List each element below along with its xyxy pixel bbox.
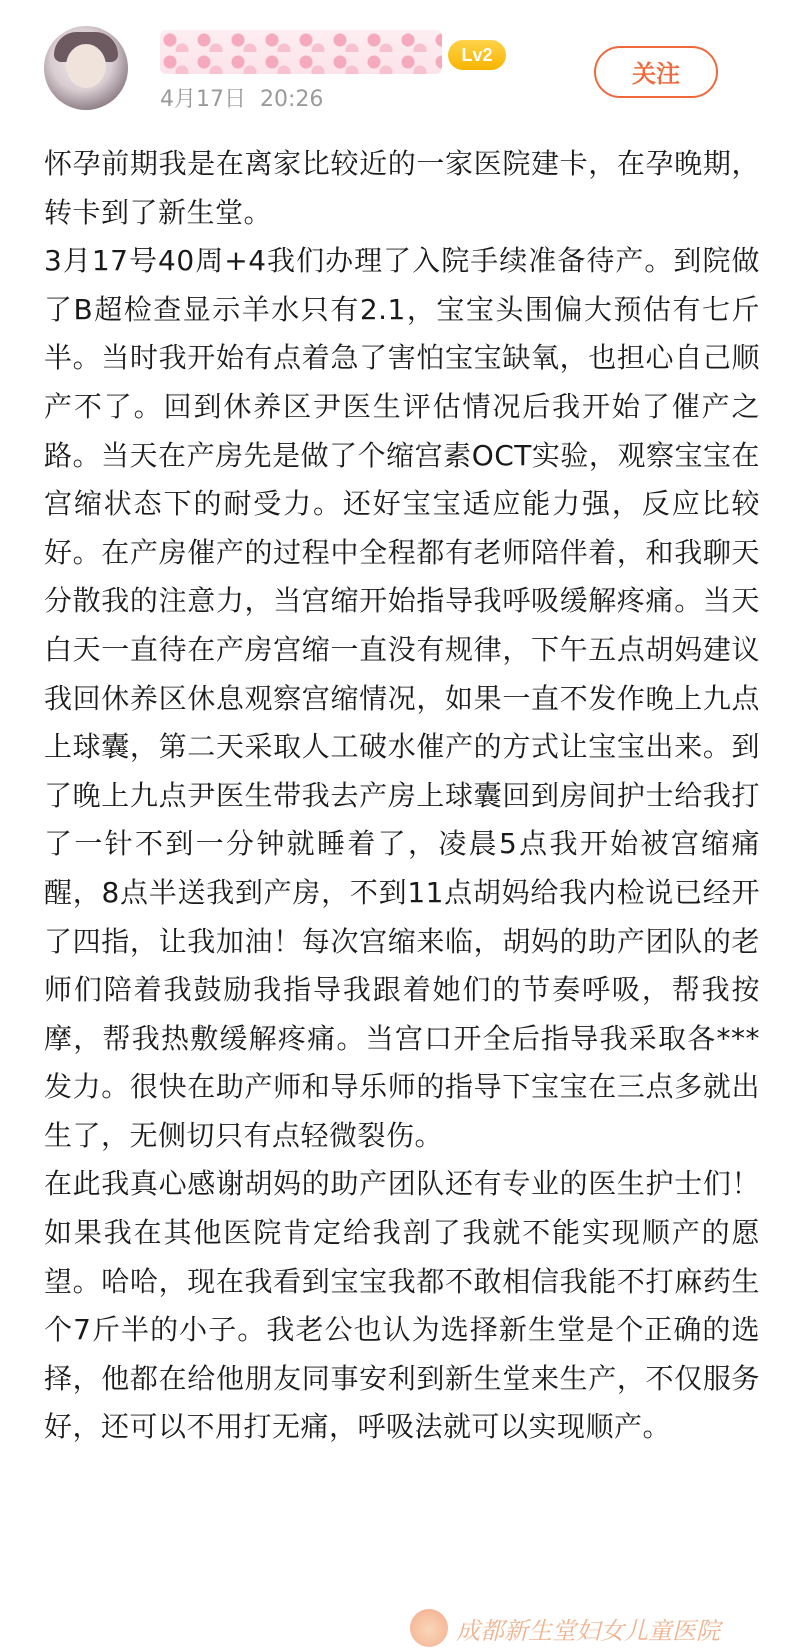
level-badge: Lv2	[448, 40, 506, 70]
hospital-logo-icon	[410, 1609, 448, 1647]
username-obscured[interactable]	[160, 30, 442, 74]
post-date: 4月17日	[160, 87, 246, 112]
post-body	[44, 140, 760, 1452]
post-paragraph-1: 怀孕前期我是在离家比较近的一家医院建卡，在孕晚期，转卡到了新生堂。	[44, 147, 760, 229]
post-paragraph-2: 3月17号40周+4我们办理了入院手续准备待产。到院做了B超检查显示羊水只有2.1，宝宝头围偏大预估有七斤半。当时我开始有点着急了害怕宝宝缺氧，也担心自己顺产不了。回到休养区尹医生评估情况后我开始了催产之路。当天在产房先是做了个缩宫素OCT实验，观察宝宝在宫缩状态下的耐受力。还好宝宝适应能力强，反应比较好。在产房催产的过程中全程都有老师陪伴着，和我聊天分散我的注意力，当宫缩开始指导我呼吸缓解疼痛。当天白天一直待在产房宫缩一直没有规律，下午五点胡妈建议我回休养区休息观察宫缩情况，如果一直不发作晚上九点上球囊，第二天采取人工破水催产的方式让宝宝出来。到了晚上九点尹医生带我去产房上球囊回到房间护士给我打了一针不到一分钟就睡着了，凌晨5点我开始被宫缩痛醒，8点半送我到产房，不到11点胡妈给我内检说已经开了四指，让我加油！每次宫缩来临，胡妈的助产团队的老师们陪着我鼓励我指导我跟着她们的节奏呼吸，帮我按摩，帮我热敷缓解疼痛。当宫口开全后指导我采取各***发力。很快在助产师和导乐师的指导下宝宝在三点多就出生了，无侧切只有点轻微裂伤。	[44, 244, 760, 1152]
follow-button[interactable]: 关注	[594, 46, 718, 98]
avatar-face	[66, 44, 106, 88]
post-paragraph-3: 在此我真心感谢胡妈的助产团队还有专业的医生护士们！如果我在其他医院肯定给我剖了我就不能实现顺产的愿望。哈哈，现在我看到宝宝我都不敢相信我能不打麻药生个7斤半的小子。我老公也认为选择新生堂是个正确的选择，他都在给他朋友同事安利到新生堂来生产，不仅服务好，还可以不用打无痛，呼吸法就可以实现顺产。	[44, 1167, 760, 1444]
watermark-text: 成都新生堂妇女儿童医院	[456, 1616, 720, 1645]
avatar[interactable]	[44, 26, 128, 110]
watermark	[410, 1608, 720, 1648]
post-timestamp	[160, 82, 323, 113]
post-time: 20:26	[260, 87, 324, 112]
post-header	[0, 0, 800, 130]
